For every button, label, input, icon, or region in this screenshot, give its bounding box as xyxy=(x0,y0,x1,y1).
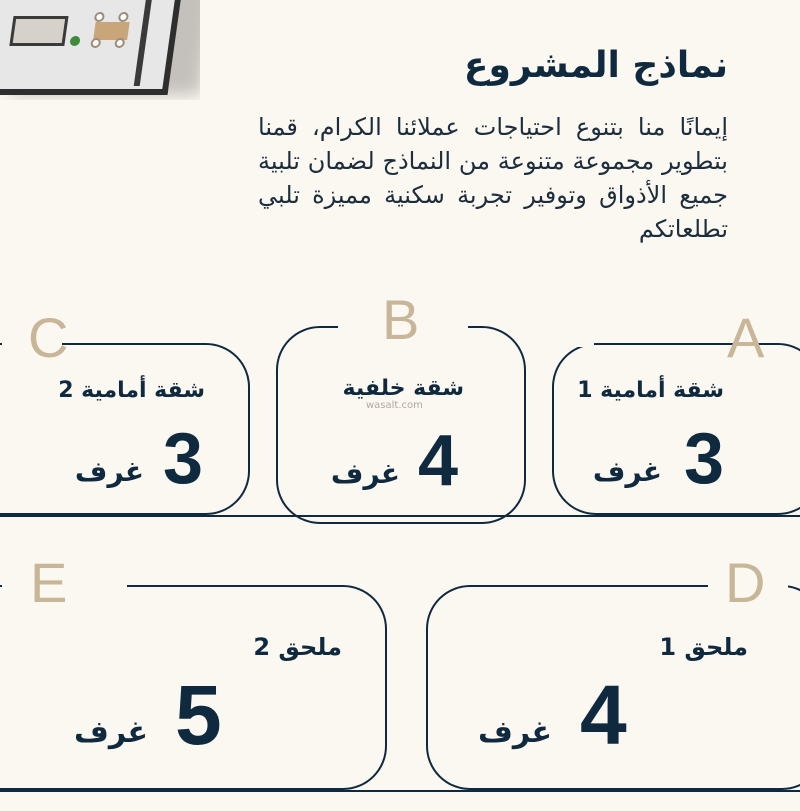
room-unit: غرف xyxy=(74,455,144,488)
room-count: 3 xyxy=(684,419,725,499)
model-title: ملحق 1 xyxy=(659,633,748,661)
model-letter: A xyxy=(727,306,765,369)
bottom-divider xyxy=(0,790,800,792)
watermark: wasalt.com xyxy=(366,400,423,411)
room-count: 4 xyxy=(418,421,459,501)
model-title: شقة أمامية 2 xyxy=(58,378,205,403)
model-title: ملحق 2 xyxy=(253,633,342,661)
room-count: 3 xyxy=(163,419,204,499)
room-unit: غرف xyxy=(73,715,148,750)
model-letter: C xyxy=(28,306,69,369)
room-count: 4 xyxy=(580,668,627,762)
room-unit: غرف xyxy=(592,455,662,488)
room-count: 5 xyxy=(175,668,222,762)
model-letter: B xyxy=(382,288,420,351)
floor-plan-image xyxy=(0,0,200,100)
page-title: نماذج المشروع xyxy=(463,45,728,86)
model-letter: E xyxy=(30,551,68,614)
intro-text: إيمانًا منا بتنوع احتياجات عملائنا الكرام، قمنا بتطوير مجموعة متنوعة من النماذج لضمان تلبية جميع الأذواق وتوفير تجربة سكنية مميزة تلبي تطلعاتكم xyxy=(258,113,728,243)
model-letter: D xyxy=(725,551,766,614)
room-unit: غرف xyxy=(477,715,552,750)
model-title: شقة أمامية 1 xyxy=(577,378,724,403)
room-unit: غرف xyxy=(330,457,400,490)
model-title: شقة خلفية xyxy=(342,376,464,401)
